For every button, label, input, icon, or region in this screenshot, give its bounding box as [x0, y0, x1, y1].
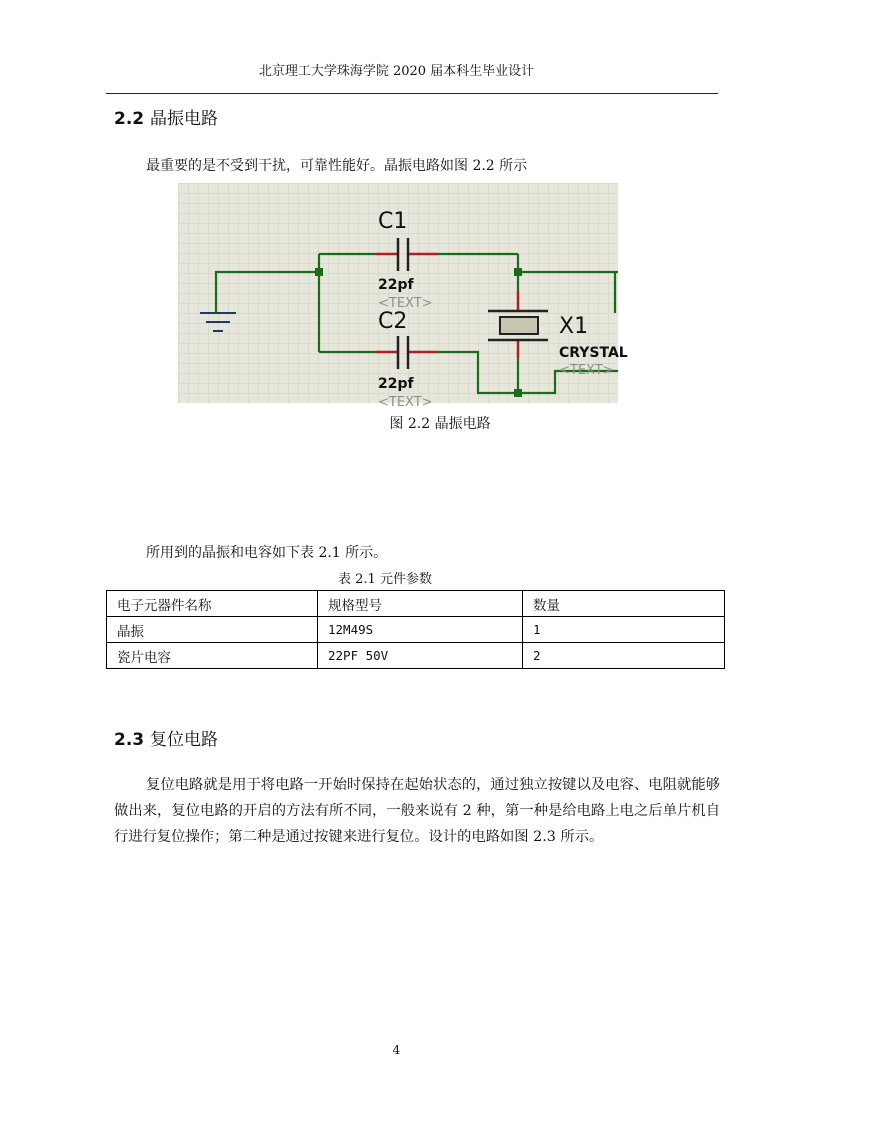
table-header-cell: 规格型号 [318, 591, 523, 617]
paragraph-reset-circuit: 复位电路就是用于将电路一开始时保持在起始状态的，通过独立按键以及电容、电阻就能够做出来，复位电路的开启的方法有所不同，一般来说有 2 种，第一种是给电路上电之后单片机自行进行复位操作；第二种是通过按键来进行复位。设计的电路如图 2.3 所示。 [114, 777, 720, 845]
section-heading-2-3 [114, 725, 218, 750]
table-row [107, 617, 725, 643]
x1-type: CRYSTAL [559, 345, 628, 361]
table-row [107, 643, 725, 669]
table-cell: 12M49S [318, 617, 523, 643]
crystal-circuit-figure [178, 183, 628, 410]
section-title: 复位电路 [150, 730, 219, 750]
table-cell: 22PF 50V [318, 643, 523, 669]
table-header-cell: 电子元器件名称 [107, 591, 318, 617]
x1-text: <TEXT> [559, 363, 614, 378]
page-number: 4 [392, 1043, 401, 1057]
table-caption: 表 2.1 元件参数 [338, 572, 432, 587]
section-number: 2.2 [114, 109, 145, 129]
page-header: 北京理工大学珠海学院 2020 届本科生毕业设计 [258, 64, 535, 79]
component-params-table [106, 590, 725, 669]
x1-label: X1 [559, 314, 589, 339]
section-title: 晶振电路 [150, 109, 219, 129]
c1-text: <TEXT> [378, 296, 433, 311]
c2-label: C2 [378, 309, 408, 334]
table-cell: 1 [523, 617, 725, 643]
table-cell: 2 [523, 643, 725, 669]
c2-value: 22pf [378, 376, 414, 392]
table-cell: 晶振 [107, 617, 318, 643]
c1-label: C1 [378, 209, 408, 234]
header-rule [106, 93, 718, 94]
section-number: 2.3 [114, 730, 145, 750]
table-header-cell: 数量 [523, 591, 725, 617]
c2-text: <TEXT> [378, 395, 433, 410]
section-heading-2-2 [114, 104, 218, 129]
paragraph-table-intro: 所用到的晶振和电容如下表 2.1 所示。 [146, 545, 388, 561]
figure-caption: 图 2.2 晶振电路 [389, 416, 491, 432]
table-header-row [107, 591, 725, 617]
paragraph-crystal-intro: 最重要的是不受到干扰，可靠性能好。晶振电路如图 2.2 所示 [146, 158, 528, 174]
c1-value: 22pf [378, 277, 414, 293]
table-cell: 瓷片电容 [107, 643, 318, 669]
